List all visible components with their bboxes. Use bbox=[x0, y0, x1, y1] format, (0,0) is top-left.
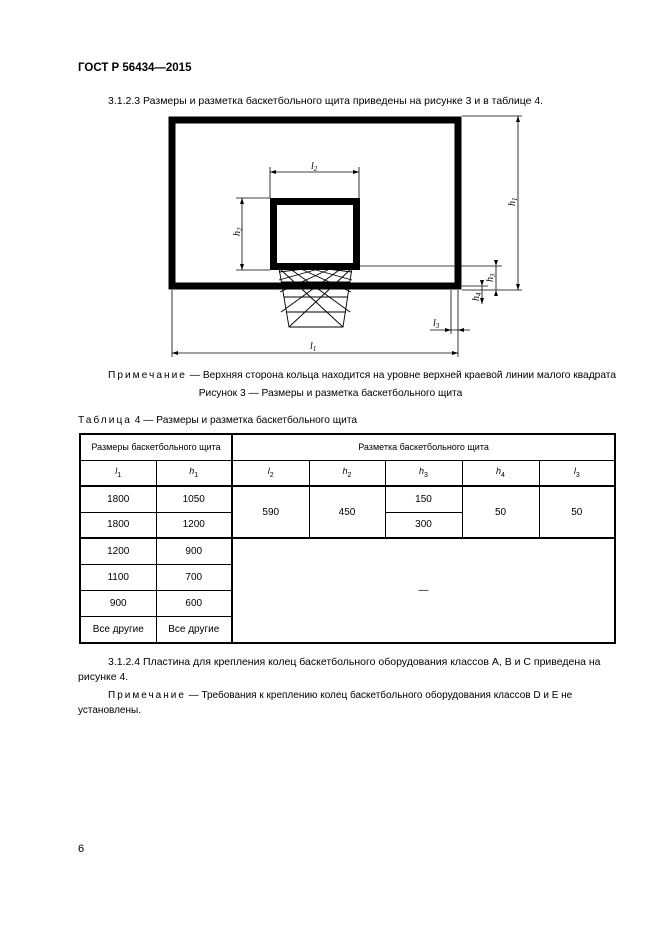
cell-h3-b: 300 bbox=[385, 512, 462, 538]
label-l3: $l_3$ bbox=[433, 318, 440, 330]
header-board-size: Размеры баскетбольного щита bbox=[80, 434, 232, 460]
small-square bbox=[274, 202, 357, 267]
col-l3: $l_3$ bbox=[539, 460, 615, 486]
label-l1: $l_1$ bbox=[310, 341, 317, 353]
table-title: Таблица 4 — Размеры и разметка баскетбольного щита bbox=[78, 415, 358, 426]
table-row: 900 600 bbox=[80, 590, 615, 616]
col-h4: $h_4$ bbox=[462, 460, 539, 486]
figure-caption: Рисунок 3 — Размеры и разметка баскетбольного щита bbox=[198, 388, 463, 399]
document-header: ГОСТ Р 56434—2015 bbox=[78, 62, 192, 74]
col-l2: $l_2$ bbox=[232, 460, 309, 486]
col-h2: $h_2$ bbox=[309, 460, 385, 486]
cell-h3-a: 150 bbox=[385, 486, 462, 512]
label-h1: $h_1$ bbox=[507, 197, 519, 206]
section-3-1-2-3: 3.1.2.3 Размеры и разметка баскетбольного щита приведены на рисунке 3 и в таблице 4. bbox=[108, 95, 544, 107]
section-3-1-2-4: 3.1.2.4 Пластина для крепления колец баскетбольного оборудования классов А, В и С приведена на рисунке 4. bbox=[78, 656, 601, 683]
table-row: 1800 1050 590 450 150 50 50 bbox=[80, 486, 615, 512]
table-row: 1800 1200 300 bbox=[80, 512, 615, 538]
label-h4: $h_4$ bbox=[471, 292, 483, 301]
cell-no-markings: — bbox=[232, 538, 615, 643]
cell-l3: 50 bbox=[539, 486, 615, 538]
table-row: Все другие Все другие bbox=[80, 616, 615, 643]
label-h3: $h_3$ bbox=[485, 273, 497, 282]
col-h3: $h_3$ bbox=[385, 460, 462, 486]
cell-h4: 50 bbox=[462, 486, 539, 538]
dimensions-table bbox=[79, 433, 616, 644]
cell-h2: 450 bbox=[309, 486, 385, 538]
figure-note: Примечание — Верхняя сторона кольца находится на уровне верхней краевой линии малого квадрата bbox=[108, 370, 616, 381]
header-board-markings: Разметка баскетбольного щита bbox=[232, 434, 615, 460]
label-l2: $l_2$ bbox=[311, 161, 318, 173]
cell-l2: 590 bbox=[232, 486, 309, 538]
table-row: 1100 700 bbox=[80, 564, 615, 590]
col-l1: $l_1$ bbox=[80, 460, 156, 486]
section-note: Примечание — Требования к креплению колец баскетбольного оборудования классов D и E не установлены. bbox=[78, 690, 573, 716]
net bbox=[279, 268, 352, 327]
col-h1: $h_1$ bbox=[156, 460, 232, 486]
label-h2: $h_2$ bbox=[232, 227, 244, 236]
page-number: 6 bbox=[78, 843, 85, 855]
backboard-figure bbox=[160, 112, 540, 362]
table-row: 1200 900 — bbox=[80, 538, 615, 564]
